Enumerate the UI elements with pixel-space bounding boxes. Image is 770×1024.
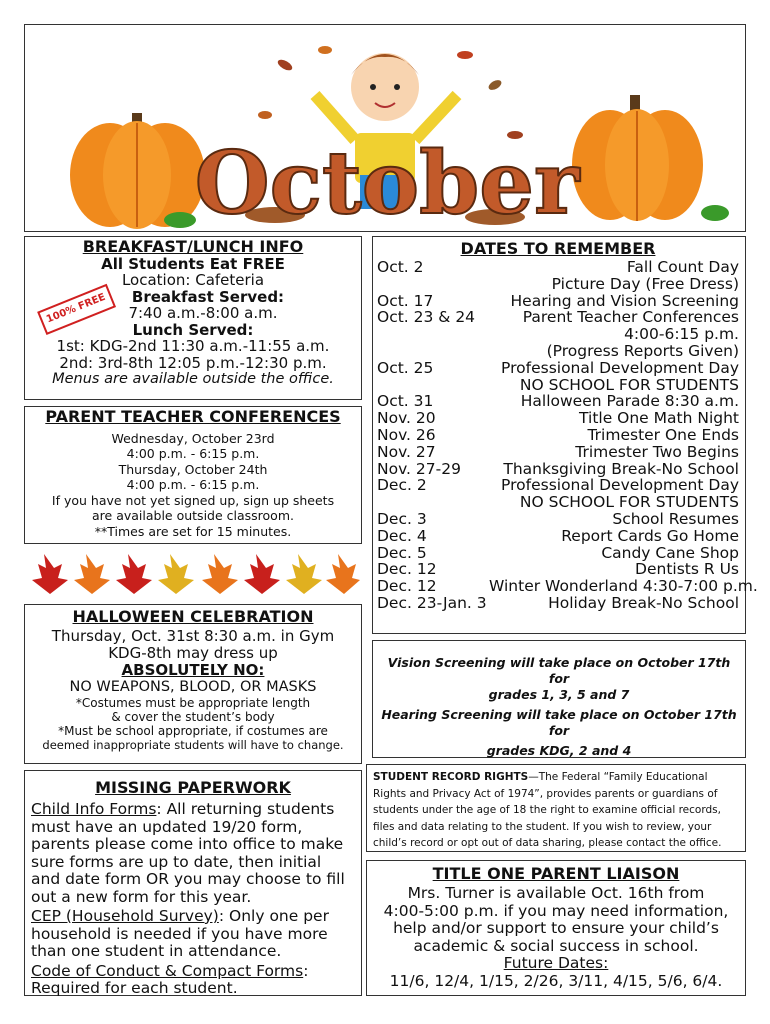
halloween-line: *Costumes must be appropriate length (75, 696, 311, 710)
conf-line: Thursday, October 24th (118, 461, 268, 477)
dates-list (377, 258, 758, 612)
records-box (366, 764, 746, 852)
date-label: Nov. 27 (377, 442, 436, 461)
hearing-line: Hearing Screening will take place on October 17th for (381, 707, 737, 738)
date-row (377, 343, 739, 360)
event-label: Trimester One Ends (587, 425, 739, 444)
future-dates: 11/6, 12/4, 1/15, 2/26, 3/11, 4/15, 5/6, 6/4. (389, 971, 723, 990)
date-label: Dec. 3 (377, 509, 427, 528)
date-label (377, 276, 489, 293)
event-label: NO SCHOOL FOR STUDENTS (519, 493, 739, 512)
date-label: Dec. 23-Jan. 3 (377, 593, 487, 612)
event-label: (Progress Reports Given) (546, 341, 739, 360)
date-row (377, 444, 739, 461)
event-label: Hearing and Vision Screening (510, 291, 739, 310)
all-students-free: All Students Eat FREE (101, 254, 285, 273)
dates-title: DATES TO REMEMBER (460, 239, 656, 258)
paperwork-para-1 (31, 801, 355, 906)
records-text: —The Federal “Family Educational Rights and Privacy Act of 1974”, provides parents or guardians of students under the age of 18 the right to examine official records, files and data relating to the student. If you wish to review, your child’s record or opt out of data sharing, please contact the office. (373, 771, 722, 849)
paperwork-text: : Only one per household is needed if you have more than one student in attendance. (31, 907, 329, 960)
date-row (377, 595, 739, 612)
breakfast-lunch-box (24, 236, 362, 400)
pumpkin-left-icon (70, 113, 205, 229)
date-label: Oct. 2 (377, 258, 424, 276)
event-label: Professional Development Day (501, 476, 739, 495)
date-label: Oct. 23 & 24 (377, 308, 476, 327)
date-label: Dec. 2 (377, 476, 427, 495)
halloween-line: deemed inappropriate students will have to change. (42, 738, 344, 752)
screening-box (372, 640, 746, 758)
event-label: Fall Count Day (626, 258, 739, 276)
date-label (377, 494, 489, 511)
conf-line: are available outside classroom. (92, 508, 294, 523)
event-label: 4:00-6:15 p.m. (624, 325, 739, 344)
event-label: Winter Wonderland 4:30-7:00 p.m. (489, 577, 758, 596)
date-row (377, 427, 739, 444)
date-row (377, 259, 739, 276)
liaison-line: 4:00-5:00 p.m. if you may need information, (383, 901, 729, 920)
dates-box (372, 236, 758, 634)
date-label (377, 377, 489, 394)
location-text: Location: Cafeteria (121, 271, 265, 289)
date-label: Nov. 27-29 (377, 459, 461, 478)
date-row (377, 326, 739, 343)
paperwork-para-3 (31, 963, 355, 998)
future-dates-label: Future Dates: (503, 954, 609, 972)
date-row (377, 377, 739, 394)
lunch-second: 2nd: 3rd-8th 12:05 p.m.-12:30 p.m. (59, 353, 327, 372)
event-label: Holiday Break-No School (548, 593, 739, 612)
date-row (377, 276, 739, 293)
event-label: Title One Math Night (579, 409, 739, 428)
halloween-line: KDG-8th may dress up (108, 644, 278, 662)
halloween-line: *Must be school appropriate, if costumes are (58, 724, 328, 738)
date-row (377, 577, 758, 596)
vision-grades: grades 1, 3, 5 and 7 (488, 687, 630, 702)
date-label: Dec. 12 (377, 577, 437, 596)
breakfast-title: BREAKFAST/LUNCH INFO (82, 237, 304, 256)
date-row (377, 393, 739, 410)
paperwork-text: : All returning students must have an updated 19/20 form, parents please come into office to make sure forms are up to date, then initial and date form OR you may choose to fill out a new form for this year. (31, 800, 345, 906)
code-of-conduct-label: Code of Conduct & Compact Forms (31, 961, 304, 980)
header-title: October (194, 133, 580, 231)
conferences-box (24, 406, 362, 544)
liaison-line: help and/or support to ensure your child’s (393, 919, 719, 937)
date-label: Dec. 4 (377, 526, 427, 545)
liaison-title: TITLE ONE PARENT LIAISON (432, 864, 680, 883)
event-label: Candy Cane Shop (601, 543, 739, 562)
date-row (377, 528, 739, 545)
conf-line: Wednesday, October 23rd (111, 430, 275, 446)
header-banner (24, 24, 746, 232)
conf-line: 4:00 p.m. - 6:15 p.m. (126, 446, 260, 461)
event-label: Professional Development Day (501, 358, 739, 377)
paperwork-box (24, 770, 362, 996)
date-row (377, 494, 739, 511)
header-illustration (25, 25, 745, 231)
date-row (377, 360, 739, 377)
cep-label: CEP (Household Survey) (31, 907, 219, 925)
date-label (377, 343, 489, 360)
records-heading: STUDENT RECORD RIGHTS (373, 771, 529, 783)
halloween-line: NO WEAPONS, BLOOD, OR MASKS (69, 679, 317, 695)
date-label: Oct. 17 (377, 291, 434, 310)
halloween-title: HALLOWEEN CELEBRATION (72, 607, 314, 626)
event-label: Parent Teacher Conferences (522, 308, 739, 327)
lunch-first: 1st: KDG-2nd 11:30 a.m.-11:55 a.m. (56, 337, 330, 355)
conf-line: 4:00 p.m. - 6:15 p.m. (126, 477, 260, 492)
lunch-label: Lunch Served: (132, 320, 254, 339)
liaison-box (366, 860, 746, 996)
paperwork-text: : Required for each student. (31, 961, 309, 997)
liaison-line: academic & social success in school. (413, 936, 699, 955)
conf-line: **Times are set for 15 minutes. (94, 523, 292, 539)
conferences-title: PARENT TEACHER CONFERENCES (45, 407, 341, 426)
date-row (377, 561, 739, 578)
liaison-line: Mrs. Turner is available Oct. 16th from (407, 884, 705, 902)
event-label: Halloween Parade 8:30 a.m. (520, 392, 739, 411)
event-label: NO SCHOOL FOR STUDENTS (519, 375, 739, 394)
date-row (377, 293, 739, 310)
breakfast-time: 7:40 a.m.-8:00 a.m. (128, 304, 278, 322)
date-label: Dec. 12 (377, 560, 437, 579)
event-label: Dentists R Us (635, 560, 739, 579)
conf-line: If you have not yet signed up, sign up sheets (51, 492, 335, 508)
event-label: Picture Day (Free Dress) (551, 274, 739, 293)
event-label: Thanksgiving Break-No School (503, 459, 739, 478)
absolutely-no: ABSOLUTELY NO: (121, 661, 265, 679)
child-info-forms-label: Child Info Forms (31, 800, 157, 818)
vision-line: Vision Screening will take place on October 17th for (387, 655, 731, 686)
date-row (377, 410, 739, 427)
halloween-box (24, 604, 362, 764)
date-label: Nov. 26 (377, 425, 436, 444)
event-label: Report Cards Go Home (561, 526, 739, 545)
date-row (377, 545, 739, 562)
event-label: School Resumes (612, 509, 739, 528)
halloween-line: Thursday, Oct. 31st 8:30 a.m. in Gym (51, 627, 335, 645)
free-stamp: 100% FREE (37, 284, 115, 335)
date-label (377, 326, 489, 343)
leaf-border-icon (24, 550, 362, 602)
menus-note: Menus are available outside the office. (52, 371, 334, 387)
halloween-line: & cover the student’s body (111, 710, 275, 724)
date-label: Oct. 31 (377, 392, 434, 411)
date-label: Dec. 5 (377, 543, 427, 562)
date-row (377, 477, 739, 494)
paperwork-title: MISSING PAPERWORK (95, 778, 291, 797)
date-row (377, 461, 739, 478)
hearing-grades: grades KDG, 2 and 4 (486, 743, 632, 758)
date-label: Oct. 25 (377, 358, 434, 377)
date-row (377, 511, 739, 528)
pumpkin-right-icon (572, 95, 729, 221)
event-label: Trimester Two Begins (575, 442, 739, 461)
date-label: Nov. 20 (377, 409, 436, 428)
breakfast-label: Breakfast Served: (131, 287, 285, 306)
date-row (377, 309, 739, 326)
paperwork-para-2 (31, 908, 355, 961)
